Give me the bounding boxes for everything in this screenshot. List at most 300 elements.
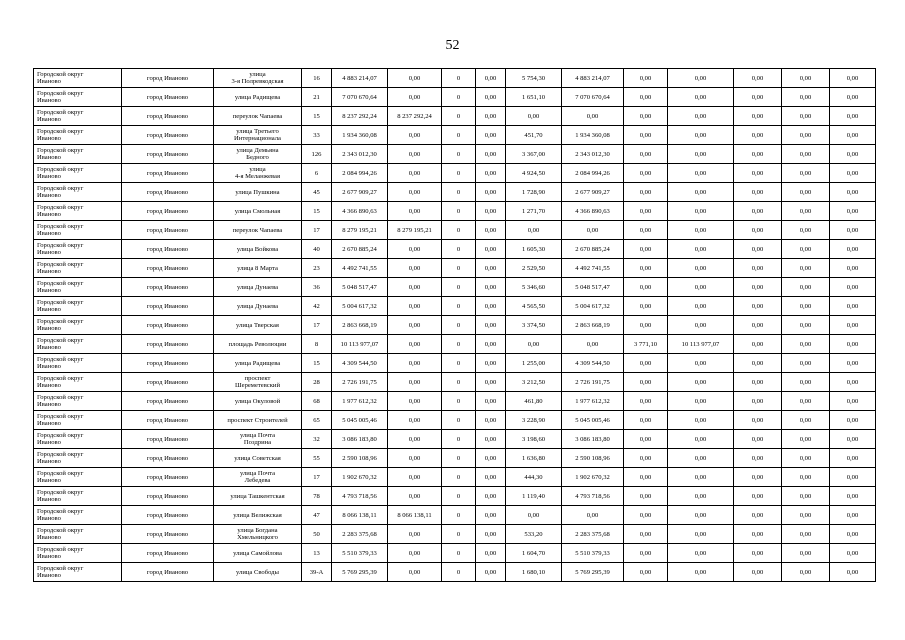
table-cell: 0,00	[476, 354, 506, 373]
table-cell: 0,00	[734, 316, 782, 335]
table-cell: 15	[302, 202, 332, 221]
table-row	[34, 183, 876, 202]
table-cell: 0,00	[562, 107, 624, 126]
table-cell: 0,00	[668, 278, 734, 297]
table-cell: Городской округ Иваново	[34, 525, 122, 544]
table-cell: Городской округ Иваново	[34, 430, 122, 449]
table-cell: 5 769 295,39	[332, 563, 388, 582]
table-cell: 3 212,50	[506, 373, 562, 392]
table-cell: 0,00	[782, 297, 830, 316]
table-cell: город Иваново	[122, 202, 214, 221]
table-cell: 0,00	[476, 411, 506, 430]
table-row	[34, 297, 876, 316]
table-cell: 0,00	[388, 430, 442, 449]
table-cell: улица Свободы	[214, 563, 302, 582]
table-cell: 0,00	[668, 506, 734, 525]
table-cell: 0,00	[734, 468, 782, 487]
table-cell: Городской округ Иваново	[34, 69, 122, 88]
table-cell: 0,00	[388, 183, 442, 202]
table-cell: 0,00	[734, 221, 782, 240]
table-cell: 0,00	[782, 145, 830, 164]
table-cell: город Иваново	[122, 373, 214, 392]
table-row	[34, 126, 876, 145]
table-cell: 65	[302, 411, 332, 430]
table-cell: 0,00	[668, 373, 734, 392]
table-cell: 0,00	[506, 335, 562, 354]
table-cell: город Иваново	[122, 506, 214, 525]
table-cell: город Иваново	[122, 69, 214, 88]
table-cell: Городской округ Иваново	[34, 297, 122, 316]
table-cell: улица Ташкентская	[214, 487, 302, 506]
table-cell: 3 086 183,80	[332, 430, 388, 449]
table-cell: Городской округ Иваново	[34, 487, 122, 506]
table-cell: 0	[442, 392, 476, 411]
table-cell: 0,00	[388, 297, 442, 316]
table-cell: 3 367,00	[506, 145, 562, 164]
table-row	[34, 259, 876, 278]
table-cell: 0	[442, 107, 476, 126]
table-cell: город Иваново	[122, 183, 214, 202]
table-cell: 0,00	[734, 411, 782, 430]
table-row	[34, 69, 876, 88]
table-cell: 0,00	[830, 126, 876, 145]
table-cell: город Иваново	[122, 354, 214, 373]
table-cell: 0,00	[668, 354, 734, 373]
table-cell: 5 048 517,47	[332, 278, 388, 297]
table-cell: 0,00	[830, 88, 876, 107]
table-cell: 0	[442, 69, 476, 88]
table-cell: 0,00	[830, 506, 876, 525]
table-cell: 0,00	[388, 449, 442, 468]
table-cell: 0,00	[476, 88, 506, 107]
table-cell: 0,00	[388, 126, 442, 145]
table-cell: 0,00	[624, 240, 668, 259]
table-cell: город Иваново	[122, 164, 214, 183]
table-cell: город Иваново	[122, 88, 214, 107]
table-cell: город Иваново	[122, 563, 214, 582]
table-cell: 0,00	[734, 240, 782, 259]
table-cell: 8 237 292,24	[332, 107, 388, 126]
table-cell: Городской округ Иваново	[34, 392, 122, 411]
table-cell: 0,00	[830, 392, 876, 411]
table-cell: 0,00	[830, 525, 876, 544]
table-cell: 0,00	[668, 221, 734, 240]
table-cell: Городской округ Иваново	[34, 107, 122, 126]
table-cell: 0,00	[734, 487, 782, 506]
table-cell: 0,00	[734, 563, 782, 582]
table-cell: Городской округ Иваново	[34, 240, 122, 259]
table-cell: 0,00	[830, 240, 876, 259]
table-cell: город Иваново	[122, 430, 214, 449]
table-cell: Городской округ Иваново	[34, 563, 122, 582]
table-cell: 0,00	[734, 449, 782, 468]
table-cell: 3 086 183,80	[562, 430, 624, 449]
table-cell: 0,00	[624, 354, 668, 373]
table-cell: Городской округ Иваново	[34, 354, 122, 373]
table-cell: 0,00	[782, 164, 830, 183]
table-cell: 50	[302, 525, 332, 544]
table-cell: проспект Строителей	[214, 411, 302, 430]
table-cell: 0,00	[476, 525, 506, 544]
table-cell: 0,00	[624, 297, 668, 316]
table-cell: город Иваново	[122, 411, 214, 430]
table-cell: 2 529,50	[506, 259, 562, 278]
table-cell: переулок Чапаева	[214, 107, 302, 126]
table-cell: улица Почта Лебедева	[214, 468, 302, 487]
table-cell: 0,00	[734, 430, 782, 449]
table-cell: 1 902 670,32	[332, 468, 388, 487]
table-row	[34, 354, 876, 373]
table-cell: 0,00	[782, 259, 830, 278]
table-cell: 0,00	[830, 430, 876, 449]
table-cell: 7 070 670,64	[562, 88, 624, 107]
table-cell: 5 004 617,32	[332, 297, 388, 316]
table-cell: 0,00	[476, 164, 506, 183]
table-cell: 16	[302, 69, 332, 88]
table-cell: 0,00	[624, 449, 668, 468]
table-cell: 10 113 977,07	[668, 335, 734, 354]
table-cell: 0,00	[668, 88, 734, 107]
table-cell: 533,20	[506, 525, 562, 544]
table-cell: 0,00	[734, 506, 782, 525]
table-cell: 0,00	[624, 506, 668, 525]
table-cell: 0	[442, 411, 476, 430]
table-cell: 78	[302, 487, 332, 506]
table-cell: 0,00	[782, 354, 830, 373]
table-cell: 2 677 909,27	[562, 183, 624, 202]
table-cell: 0	[442, 145, 476, 164]
table-cell: улица Демьяна Бедного	[214, 145, 302, 164]
page-number: 52	[445, 38, 460, 53]
table-cell: 0,00	[830, 411, 876, 430]
table-cell: 0,00	[782, 183, 830, 202]
table-cell: 0,00	[830, 544, 876, 563]
table-cell: 0	[442, 525, 476, 544]
table-cell: 0	[442, 221, 476, 240]
table-cell: 0,00	[388, 563, 442, 582]
table-cell: 0,00	[624, 316, 668, 335]
table-cell: 1 977 612,32	[332, 392, 388, 411]
table-cell: 0,00	[476, 202, 506, 221]
table-cell: улица Богдана Хмельницкого	[214, 525, 302, 544]
table-cell: 0,00	[782, 107, 830, 126]
table-cell: 0,00	[476, 544, 506, 563]
table-cell: Городской округ Иваново	[34, 88, 122, 107]
table-cell: 0,00	[830, 487, 876, 506]
table-cell: 8 066 138,11	[332, 506, 388, 525]
table-cell: 6	[302, 164, 332, 183]
table-cell: 0,00	[476, 506, 506, 525]
table-cell: 0	[442, 506, 476, 525]
table-cell: 1 119,40	[506, 487, 562, 506]
table-cell: 0,00	[782, 221, 830, 240]
table-cell: 5 754,30	[506, 69, 562, 88]
table-cell: 4 883 214,07	[332, 69, 388, 88]
table-cell: 0	[442, 240, 476, 259]
table-cell: 0,00	[782, 487, 830, 506]
table-cell: 0,00	[830, 221, 876, 240]
table-cell: 0,00	[476, 126, 506, 145]
table-cell: 0,00	[624, 259, 668, 278]
table-row	[34, 373, 876, 392]
table-cell: 0,00	[668, 240, 734, 259]
table-cell: 0	[442, 202, 476, 221]
table-cell: 8 066 138,11	[388, 506, 442, 525]
table-cell: Городской округ Иваново	[34, 373, 122, 392]
table-cell: улица Третьего Интернационала	[214, 126, 302, 145]
table-cell: 0,00	[734, 297, 782, 316]
table-cell: 0,00	[624, 107, 668, 126]
table-cell: 0,00	[734, 354, 782, 373]
table-cell: 0,00	[388, 316, 442, 335]
table-cell: 0,00	[506, 221, 562, 240]
table-row	[34, 107, 876, 126]
table-cell: 0	[442, 297, 476, 316]
table-cell: 0	[442, 164, 476, 183]
table-cell: 0,00	[782, 544, 830, 563]
table-cell: 33	[302, 126, 332, 145]
table-cell: 5 045 005,46	[332, 411, 388, 430]
table-row	[34, 240, 876, 259]
table-cell: улица 4-я Меланжевая	[214, 164, 302, 183]
table-cell: 0,00	[830, 278, 876, 297]
table-cell: 0,00	[562, 335, 624, 354]
table-cell: 0,00	[476, 468, 506, 487]
table-cell: 0,00	[782, 335, 830, 354]
table-cell: 0,00	[782, 506, 830, 525]
table-cell: 4 492 741,55	[332, 259, 388, 278]
table-cell: 4 366 890,63	[562, 202, 624, 221]
table-cell: 2 343 012,30	[332, 145, 388, 164]
table-cell: 0	[442, 183, 476, 202]
table-cell: 5 769 295,39	[562, 563, 624, 582]
table-cell: 1 271,70	[506, 202, 562, 221]
table-cell: 0,00	[476, 430, 506, 449]
table-cell: 8 237 292,24	[388, 107, 442, 126]
table-cell: 2 863 668,19	[332, 316, 388, 335]
table-cell: 0,00	[562, 221, 624, 240]
table-cell: улица Пушкина	[214, 183, 302, 202]
table-cell: 2 726 191,75	[562, 373, 624, 392]
table-cell: 0,00	[476, 392, 506, 411]
table-cell: 7 070 670,64	[332, 88, 388, 107]
table-cell: 0,00	[388, 278, 442, 297]
table-cell: 8 279 195,21	[332, 221, 388, 240]
table-cell: 0,00	[476, 259, 506, 278]
table-cell: 2 084 994,26	[332, 164, 388, 183]
table-cell: 1 604,70	[506, 544, 562, 563]
table-row	[34, 563, 876, 582]
table-row	[34, 88, 876, 107]
table-row	[34, 316, 876, 335]
table-cell: 1 728,90	[506, 183, 562, 202]
table-cell: 42	[302, 297, 332, 316]
table-cell: 0	[442, 88, 476, 107]
table-cell: 0	[442, 430, 476, 449]
table-cell: 0,00	[782, 392, 830, 411]
table-cell: 0,00	[476, 563, 506, 582]
table-cell: 0,00	[782, 202, 830, 221]
table-cell: город Иваново	[122, 544, 214, 563]
table-cell: 0,00	[624, 373, 668, 392]
table-cell: 2 726 191,75	[332, 373, 388, 392]
table-cell: Городской округ Иваново	[34, 278, 122, 297]
table-cell: улица Войкова	[214, 240, 302, 259]
table-cell: 0	[442, 354, 476, 373]
table-row	[34, 506, 876, 525]
table-cell: 0	[442, 468, 476, 487]
table-cell: 5 045 005,46	[562, 411, 624, 430]
table-cell: город Иваново	[122, 449, 214, 468]
table-cell: 0,00	[388, 335, 442, 354]
table-cell: город Иваново	[122, 145, 214, 164]
table-cell: 2 677 909,27	[332, 183, 388, 202]
table-cell: 0,00	[668, 202, 734, 221]
table-cell: 5 510 379,33	[332, 544, 388, 563]
table-cell: 0,00	[668, 126, 734, 145]
table-cell: 17	[302, 316, 332, 335]
table-cell: 0,00	[624, 183, 668, 202]
table-cell: 0,00	[734, 126, 782, 145]
table-cell: 0	[442, 335, 476, 354]
table-cell: 0,00	[388, 392, 442, 411]
table-cell: переулок Чапаева	[214, 221, 302, 240]
table-cell: 0,00	[388, 373, 442, 392]
table-cell: 0,00	[782, 240, 830, 259]
table-cell: Городской округ Иваново	[34, 145, 122, 164]
table-cell: улица Советская	[214, 449, 302, 468]
table-cell: 0,00	[782, 430, 830, 449]
table-cell: 4 793 718,56	[562, 487, 624, 506]
table-cell: 0,00	[668, 563, 734, 582]
table-cell: 0,00	[668, 107, 734, 126]
table-cell: 0,00	[782, 449, 830, 468]
table-cell: 36	[302, 278, 332, 297]
table-cell: 0	[442, 278, 476, 297]
table-cell: 0,00	[388, 240, 442, 259]
table-cell: 0,00	[624, 164, 668, 183]
table-cell: 1 680,10	[506, 563, 562, 582]
table-cell: 0,00	[476, 449, 506, 468]
table-cell: 0,00	[476, 69, 506, 88]
table-cell: 0,00	[782, 316, 830, 335]
table-row	[34, 430, 876, 449]
table-cell: 0,00	[830, 449, 876, 468]
table-cell: 0,00	[562, 506, 624, 525]
table-cell: 0,00	[624, 126, 668, 145]
table-cell: город Иваново	[122, 259, 214, 278]
table-cell: 8	[302, 335, 332, 354]
table-cell: 0,00	[668, 69, 734, 88]
table-cell: 0,00	[388, 354, 442, 373]
table-cell: 0,00	[668, 316, 734, 335]
table-cell: 0,00	[624, 544, 668, 563]
table-cell: 0,00	[830, 164, 876, 183]
table-row	[34, 392, 876, 411]
table-cell: 0,00	[734, 335, 782, 354]
table-cell: 47	[302, 506, 332, 525]
table-cell: 0,00	[734, 183, 782, 202]
table-cell: проспект Шереметевский	[214, 373, 302, 392]
table-cell: 0,00	[624, 430, 668, 449]
table-cell: город Иваново	[122, 392, 214, 411]
table-cell: 2 670 885,24	[332, 240, 388, 259]
data-table	[33, 68, 876, 582]
table-cell: 461,80	[506, 392, 562, 411]
table-cell: 0,00	[388, 525, 442, 544]
table-cell: 444,30	[506, 468, 562, 487]
table-cell: 21	[302, 88, 332, 107]
table-cell: Городской округ Иваново	[34, 335, 122, 354]
table-cell: Городской округ Иваново	[34, 411, 122, 430]
table-cell: 5 346,60	[506, 278, 562, 297]
table-cell: 0,00	[476, 107, 506, 126]
table-cell: 0	[442, 487, 476, 506]
table-cell: 4 309 544,50	[332, 354, 388, 373]
table-cell: улица Велижская	[214, 506, 302, 525]
table-cell: 0,00	[668, 164, 734, 183]
table-cell: Городской округ Иваново	[34, 202, 122, 221]
table-cell: 0,00	[734, 202, 782, 221]
table-cell: город Иваново	[122, 221, 214, 240]
table-cell: 0,00	[782, 69, 830, 88]
table-cell: 0,00	[734, 278, 782, 297]
table-cell: 0,00	[734, 259, 782, 278]
table-cell: 451,70	[506, 126, 562, 145]
table-cell: 0,00	[624, 202, 668, 221]
table-cell: 0	[442, 449, 476, 468]
table-cell: 3 198,60	[506, 430, 562, 449]
table-cell: 0,00	[476, 316, 506, 335]
table-row	[34, 525, 876, 544]
table-cell: город Иваново	[122, 316, 214, 335]
table-cell: 2 863 668,19	[562, 316, 624, 335]
table-cell: 0,00	[734, 392, 782, 411]
table-cell: улица Радищева	[214, 354, 302, 373]
table-cell: 2 590 108,96	[332, 449, 388, 468]
table-cell: 0,00	[830, 145, 876, 164]
table-cell: 8 279 195,21	[388, 221, 442, 240]
table-cell: 0,00	[476, 145, 506, 164]
table-cell: Городской округ Иваново	[34, 126, 122, 145]
table-cell: 0,00	[782, 468, 830, 487]
table-cell: Городской округ Иваново	[34, 506, 122, 525]
table-row	[34, 202, 876, 221]
table-cell: Городской округ Иваново	[34, 259, 122, 278]
table-cell: Городской округ Иваново	[34, 449, 122, 468]
table-cell: 13	[302, 544, 332, 563]
table-cell: 0,00	[734, 107, 782, 126]
table-cell: 0,00	[388, 69, 442, 88]
table-cell: город Иваново	[122, 278, 214, 297]
table-cell: город Иваново	[122, 126, 214, 145]
table-cell: 3 771,10	[624, 335, 668, 354]
table-cell: 5 004 617,32	[562, 297, 624, 316]
table-cell: 4 366 890,63	[332, 202, 388, 221]
table-cell: улица Самойлова	[214, 544, 302, 563]
table-cell: 0,00	[830, 69, 876, 88]
table-cell: город Иваново	[122, 468, 214, 487]
table-cell: 1 902 670,32	[562, 468, 624, 487]
table-row	[34, 411, 876, 430]
table-cell: 0,00	[734, 525, 782, 544]
table-cell: 1 636,80	[506, 449, 562, 468]
table-cell: 0	[442, 563, 476, 582]
table-cell: улица 3-я Полревкодская	[214, 69, 302, 88]
table-cell: 45	[302, 183, 332, 202]
table-cell: 2 590 108,96	[562, 449, 624, 468]
table-cell: 0,00	[830, 373, 876, 392]
